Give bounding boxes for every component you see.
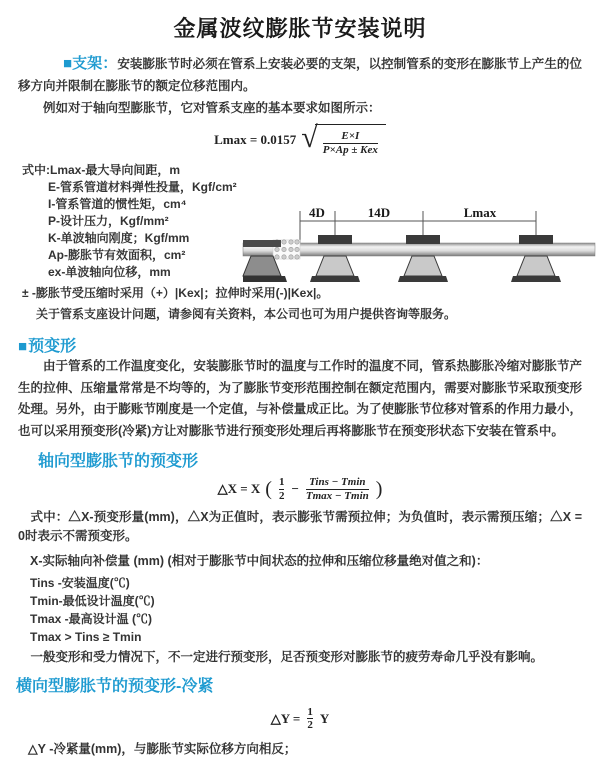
preform-heading-label: 预变形 bbox=[28, 338, 77, 356]
definition-line: ex-单波轴向位移，mm bbox=[48, 265, 171, 280]
axial-formula bbox=[0, 476, 600, 502]
section-marker-icon: ■ bbox=[63, 55, 73, 72]
fraction-numerator: Tins − Tmin bbox=[309, 476, 366, 489]
fraction bbox=[305, 706, 315, 732]
support-spacing-diagram bbox=[243, 205, 595, 300]
formula-lhs: Lmax = 0.0157 bbox=[214, 132, 297, 148]
support-section-heading bbox=[63, 55, 117, 72]
pipe-support bbox=[310, 235, 360, 282]
definition-line: I-管系管道的惯性矩，cm⁴ bbox=[48, 197, 187, 212]
radicand bbox=[315, 124, 386, 156]
temp-line: Tmax -最高设计温 (℃) bbox=[30, 611, 153, 626]
definition-line: 式中:Lmax-最大导向间距，m bbox=[22, 163, 181, 178]
definition-line: ± -膨胀节受压缩时采用（+）|Kex|；拉伸时采用(-)|Kex|。 bbox=[22, 286, 329, 301]
radical-sign: √ bbox=[301, 121, 318, 155]
square-root bbox=[301, 121, 386, 156]
definition-line: P-设计压力，Kgf/mm² bbox=[48, 214, 169, 229]
pipe-support bbox=[398, 235, 448, 282]
document-page bbox=[0, 12, 600, 756]
open-paren: ( bbox=[265, 478, 272, 501]
fraction-numerator: 1 bbox=[307, 705, 313, 718]
dimension-label: Lmax bbox=[463, 205, 497, 220]
dimension-label: 4D bbox=[309, 205, 325, 220]
section-marker-icon: ■ bbox=[18, 338, 28, 356]
lmax-formula bbox=[0, 121, 600, 156]
fraction bbox=[321, 130, 380, 156]
fraction bbox=[304, 476, 371, 502]
axial-subheading: 轴向型膨胀节的预变形 bbox=[38, 453, 199, 471]
lateral-note: △Y -冷紧量(mm)，与膨胀节实际位移方向相反； bbox=[28, 741, 297, 756]
fraction-numerator: E×I bbox=[341, 130, 360, 142]
fraction-denominator: 2 bbox=[278, 489, 285, 502]
temperature-definitions bbox=[18, 574, 582, 646]
preform-paragraph: 由于管系的工作温度变化，安装膨胀节时的温度与工作时的温度不同，管系热膨胀冷缩对膨胀节产生的拉伸、压缩量常常是不均等的，为了膨胀节变形范围控制在额定范围内，需要对膨胀节采取预变形处理。另外，由于膨账节刚度是一个定值，与补偿量成正比。为了使膨胀节位移对管系的作用力最小，也可以采用预变形(冷紧)方让对膨胀节进行预变形处理后再将膨胀节在预变形状态下安装在管系中。 bbox=[18, 359, 582, 438]
formula-rhs: Y bbox=[319, 710, 330, 726]
axial-explanation: 式中：△X-预变形量(mm)，△X为正值时，表示膨张节需预拉伸；为负值时，表示需预压缩；△X = 0时表示不需预变形。 bbox=[18, 509, 582, 543]
preform-section-heading bbox=[18, 333, 582, 356]
formula-lhs: △X = X bbox=[217, 481, 261, 497]
page-title: 金属波纹膨胀节安装说明 bbox=[173, 16, 427, 41]
example-line: 例如对于轴向型膨胀节，它对管系支座的基本要求如图所示： bbox=[43, 101, 381, 115]
temp-line: Tmin-最低设计温度(℃) bbox=[30, 593, 155, 608]
fraction-denominator: P×Ap ± Kex bbox=[322, 143, 378, 156]
definition-line: K-单波轴向刚度；Kgf/mm bbox=[48, 231, 190, 246]
fixed-anchor bbox=[243, 240, 287, 282]
dimension-label: 14D bbox=[367, 205, 391, 220]
close-paren: ) bbox=[375, 478, 383, 501]
support-paragraph bbox=[18, 53, 582, 97]
fraction-denominator: Tmax − Tmin bbox=[305, 489, 369, 502]
lateral-subheading: 横向型膨胀节的预变形-冷紧 bbox=[16, 677, 214, 695]
temp-line: Tins -安装温度(℃) bbox=[30, 575, 130, 590]
fraction bbox=[277, 476, 287, 502]
consulting-note: 关于管系支座设计问题，请参阅有关资料，本公司也可为用户提供咨询等服务。 bbox=[36, 307, 457, 322]
lateral-formula bbox=[0, 706, 600, 732]
fraction-denominator: 2 bbox=[307, 719, 313, 732]
support-heading-label: 支架： bbox=[72, 55, 118, 72]
x-definition-line: X-实际轴向补偿量 (mm) (相对于膨胀节中间状态的拉伸和压缩位移量绝对值之和)： bbox=[30, 553, 489, 568]
definition-line: Ap-膨胀节有效面积，cm² bbox=[48, 248, 186, 263]
temp-line: Tmax > Tins ≥ Tmin bbox=[30, 629, 142, 644]
definition-line: E-管系管道材料弹性投量，Kgf/cm² bbox=[48, 180, 237, 195]
formula-lhs: △Y = bbox=[270, 710, 301, 726]
pipe-support bbox=[511, 235, 561, 282]
minus-sign: − bbox=[291, 481, 299, 497]
fraction-numerator: 1 bbox=[278, 476, 285, 489]
axial-note: 一般变形和受力情况下，不一定进行预变形，足否预变形对膨胀节的疲劳寿命几乎没有影响。 bbox=[30, 649, 544, 664]
support-intro-text: 安装膨胀节时必须在管系上安装必要的支架，以控制管系的变形在膨胀节上产生的位移方向并限制在膨胀节的额定位移范围内。 bbox=[18, 57, 582, 93]
